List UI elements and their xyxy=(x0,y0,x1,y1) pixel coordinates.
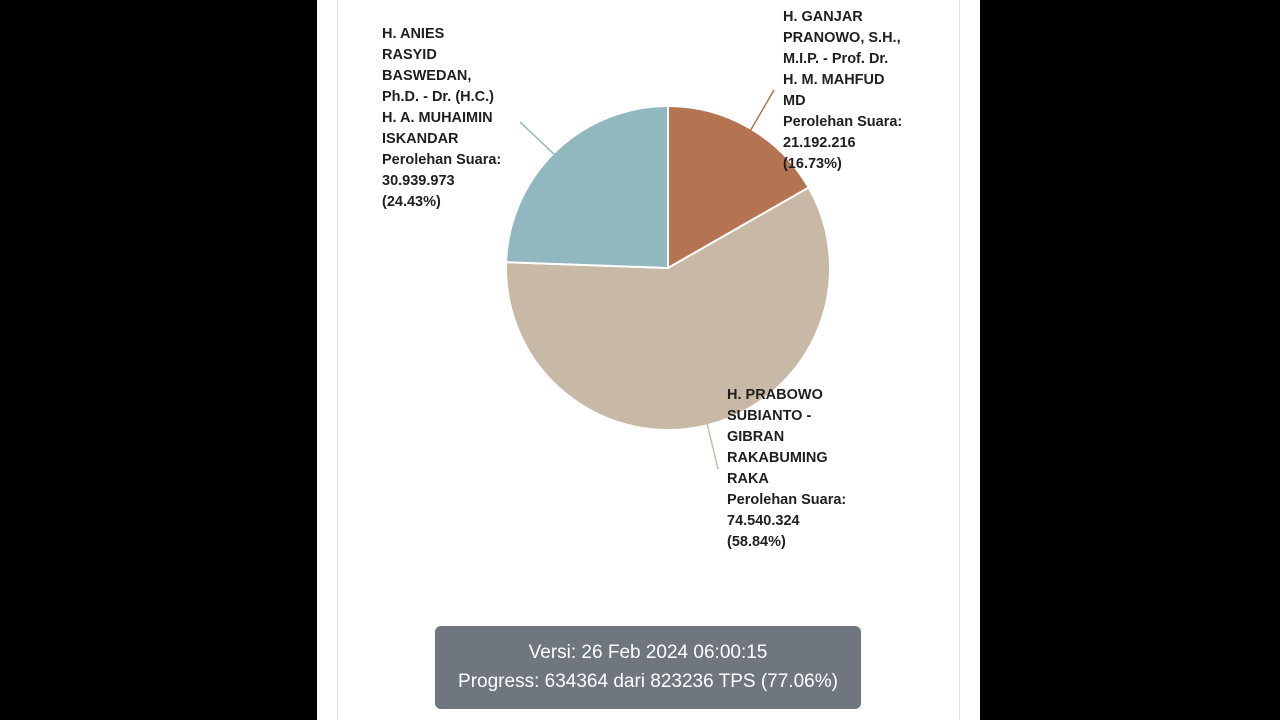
leader-line-prabowo xyxy=(707,423,718,469)
label-name-line: H. ANIES xyxy=(382,26,445,42)
page xyxy=(317,0,980,720)
slice-label-anies xyxy=(382,24,501,213)
slice-label-ganjar xyxy=(783,7,902,175)
leader-line-anies xyxy=(520,122,555,155)
label-name-line: H. PRABOWO xyxy=(727,387,823,403)
label-votes-caption: Perolehan Suara: xyxy=(783,114,903,130)
label-name-line: RASYID xyxy=(382,47,437,63)
label-name-line: Ph.D. - Dr. (H.C.) xyxy=(382,89,494,105)
label-name-line: RAKA xyxy=(727,471,769,487)
progress-text: Progress: 634364 dari 823236 TPS (77.06%) xyxy=(458,671,838,692)
label-name-line: H. GANJAR xyxy=(783,9,863,25)
label-name-line: RAKABUMING xyxy=(727,450,828,466)
label-name-line: PRANOWO, S.H., xyxy=(783,30,901,46)
pie-slice-anies xyxy=(506,106,668,268)
label-name-line: H. M. MAHFUD xyxy=(783,72,885,88)
version-text: Versi: 26 Feb 2024 06:00:15 xyxy=(528,642,768,663)
label-name-line: MD xyxy=(783,93,806,109)
leader-line-ganjar xyxy=(749,90,774,133)
slice-label-prabowo xyxy=(727,385,846,553)
label-name-line: GIBRAN xyxy=(727,429,785,445)
version-progress-box xyxy=(435,626,861,709)
label-percent: (16.73%) xyxy=(783,156,842,172)
label-votes-value: 21.192.216 xyxy=(783,135,856,151)
label-name-line: M.I.P. - Prof. Dr. xyxy=(783,51,889,67)
label-votes-caption: Perolehan Suara: xyxy=(727,492,847,508)
label-percent: (24.43%) xyxy=(382,194,441,210)
label-name-line: SUBIANTO - xyxy=(727,408,812,424)
label-name-line: BASWEDAN, xyxy=(382,68,472,84)
label-percent: (58.84%) xyxy=(727,534,786,550)
label-name-line: ISKANDAR xyxy=(382,131,459,147)
label-votes-value: 74.540.324 xyxy=(727,513,800,529)
label-votes-value: 30.939.973 xyxy=(382,173,455,189)
label-votes-caption: Perolehan Suara: xyxy=(382,152,502,168)
label-name-line: H. A. MUHAIMIN xyxy=(382,110,493,126)
